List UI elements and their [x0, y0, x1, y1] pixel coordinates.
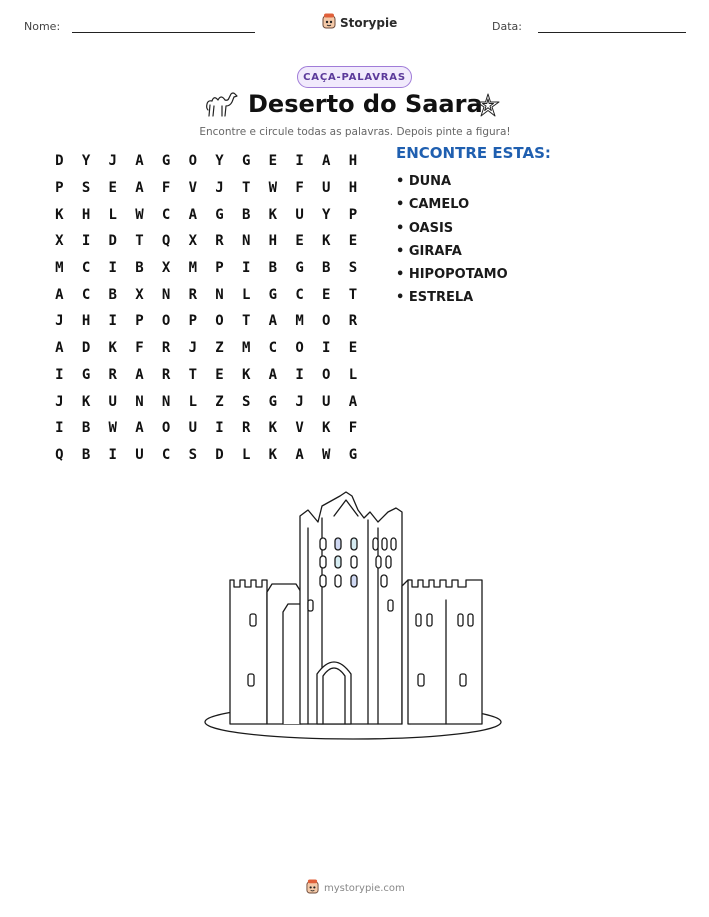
grid-cell[interactable]: N — [161, 286, 171, 303]
grid-cell[interactable]: A — [55, 340, 64, 357]
grid-cell[interactable]: B — [81, 446, 91, 463]
grid-cell[interactable]: W — [108, 420, 117, 437]
storypie-logo-icon — [306, 879, 319, 898]
grid-cell[interactable]: B — [135, 260, 144, 277]
grid-row — [46, 388, 366, 415]
grid-cell[interactable]: J — [215, 180, 224, 197]
grid-cell[interactable]: C — [161, 446, 171, 463]
grid-cell[interactable]: G — [268, 286, 278, 303]
grid-cell[interactable]: H — [81, 313, 91, 330]
word-list-item: • ESTRELA — [396, 290, 474, 306]
brand-name: Storypie — [340, 16, 398, 30]
grid-cell[interactable]: B — [268, 260, 278, 277]
grid-cell[interactable]: T — [135, 233, 144, 250]
grid-cell[interactable]: S — [241, 393, 251, 410]
grid-cell[interactable]: J — [188, 340, 197, 357]
grid-cell[interactable]: C — [295, 286, 304, 303]
grid-cell[interactable]: K — [55, 206, 64, 223]
grid-cell[interactable]: G — [241, 153, 251, 170]
grid-cell[interactable]: I — [215, 420, 224, 437]
word-list — [396, 170, 508, 310]
storypie-logo-icon — [322, 13, 336, 33]
brand — [322, 13, 397, 33]
grid-cell[interactable]: R — [215, 233, 224, 250]
page-title: Deserto do Saara — [248, 90, 483, 118]
grid-cell[interactable]: X — [135, 286, 144, 303]
grid-cell[interactable]: U — [188, 420, 197, 437]
grid-cell[interactable]: I — [241, 260, 251, 277]
grid-row — [46, 415, 366, 442]
grid-cell[interactable]: K — [268, 446, 278, 463]
grid-cell[interactable]: L — [188, 393, 197, 410]
name-field-line[interactable] — [72, 32, 255, 33]
grid-cell[interactable]: B — [108, 286, 117, 303]
grid-cell[interactable]: L — [108, 206, 117, 223]
grid-cell[interactable]: A — [268, 366, 278, 383]
grid-cell[interactable]: G — [81, 366, 91, 383]
grid-cell[interactable]: D — [55, 153, 64, 170]
grid-cell[interactable]: R — [188, 286, 197, 303]
word-list-item: • HIPOPOTAMO — [396, 267, 508, 283]
grid-cell[interactable]: U — [108, 393, 117, 410]
grid-cell[interactable]: I — [81, 233, 91, 250]
grid-cell[interactable]: J — [108, 153, 117, 170]
grid-cell[interactable]: W — [135, 206, 144, 223]
date-label: Data: — [492, 20, 522, 33]
grid-cell[interactable]: Q — [161, 233, 171, 250]
grid-cell[interactable]: S — [188, 446, 197, 463]
grid-cell[interactable]: H — [81, 206, 91, 223]
grid-cell[interactable]: E — [348, 233, 358, 250]
grid-cell[interactable]: Y — [322, 206, 331, 223]
grid-row — [46, 228, 366, 255]
grid-cell[interactable]: K — [108, 340, 117, 357]
grid-cell[interactable]: N — [215, 286, 224, 303]
grid-cell[interactable]: X — [55, 233, 64, 250]
grid-cell[interactable]: G — [161, 153, 171, 170]
grid-cell[interactable]: U — [135, 446, 144, 463]
grid-cell[interactable]: A — [135, 420, 144, 437]
grid-cell[interactable]: A — [135, 153, 144, 170]
grid-row — [46, 442, 366, 469]
grid-cell[interactable]: S — [348, 260, 358, 277]
grid-cell[interactable]: I — [108, 260, 117, 277]
word-list-item: • OASIS — [396, 220, 454, 236]
grid-cell[interactable]: Y — [215, 153, 224, 170]
grid-cell[interactable]: I — [55, 420, 64, 437]
grid-cell[interactable]: F — [135, 340, 144, 357]
grid-cell[interactable]: N — [135, 393, 144, 410]
grid-cell[interactable]: P — [188, 313, 197, 330]
footer-url[interactable]: mystorypie.com — [324, 883, 405, 894]
category-badge: CAÇA-PALAVRAS — [297, 66, 412, 88]
grid-cell[interactable]: A — [348, 393, 358, 410]
grid-cell[interactable]: M — [55, 260, 64, 277]
grid-row — [46, 255, 366, 282]
grid-cell[interactable]: P — [55, 180, 64, 197]
grid-cell[interactable]: L — [348, 366, 358, 383]
grid-cell[interactable]: P — [215, 260, 224, 277]
name-label: Nome: — [24, 20, 61, 33]
footer — [306, 879, 405, 898]
grid-cell[interactable]: O — [295, 340, 304, 357]
grid-cell[interactable]: Q — [55, 446, 64, 463]
grid-row — [46, 308, 366, 335]
grid-cell[interactable]: U — [322, 180, 331, 197]
grid-cell[interactable]: B — [81, 420, 91, 437]
grid-cell[interactable]: B — [322, 260, 331, 277]
grid-cell[interactable]: E — [108, 180, 117, 197]
grid-cell[interactable]: X — [161, 260, 171, 277]
grid-cell[interactable]: K — [81, 393, 91, 410]
grid-cell[interactable]: R — [348, 313, 358, 330]
grid-cell[interactable]: A — [268, 313, 278, 330]
grid-cell[interactable]: R — [108, 366, 117, 383]
grid-cell[interactable]: A — [188, 206, 197, 223]
grid-cell[interactable]: R — [241, 420, 251, 437]
grid-cell[interactable]: O — [188, 153, 197, 170]
grid-cell[interactable]: U — [322, 393, 331, 410]
grid-cell[interactable]: K — [322, 420, 331, 437]
grid-cell[interactable]: W — [268, 180, 278, 197]
grid-cell[interactable]: C — [268, 340, 278, 357]
grid-cell[interactable]: Z — [215, 393, 224, 410]
grid-cell[interactable]: I — [295, 366, 304, 383]
grid-cell[interactable]: N — [241, 233, 251, 250]
grid-cell[interactable]: L — [241, 446, 251, 463]
grid-cell[interactable]: O — [161, 420, 171, 437]
grid-row — [46, 362, 366, 389]
grid-cell[interactable]: G — [295, 260, 304, 277]
grid-cell[interactable]: M — [295, 313, 304, 330]
instructions: Encontre e circule todas as palavras. Depois pinte a figura! — [199, 126, 511, 138]
grid-cell[interactable]: A — [135, 180, 144, 197]
grid-cell[interactable]: G — [348, 446, 358, 463]
grid-row — [46, 281, 366, 308]
grid-cell[interactable]: E — [215, 366, 224, 383]
grid-cell[interactable]: K — [322, 233, 331, 250]
grid-cell[interactable]: O — [322, 366, 331, 383]
grid-cell[interactable]: N — [161, 393, 171, 410]
grid-cell[interactable]: O — [322, 313, 331, 330]
date-field-line[interactable] — [538, 32, 686, 33]
grid-cell[interactable]: I — [108, 446, 117, 463]
grid-cell[interactable]: H — [348, 180, 358, 197]
grid-cell[interactable]: I — [322, 340, 331, 357]
grid-cell[interactable]: I — [55, 366, 64, 383]
word-list-item: • GIRAFA — [396, 243, 462, 259]
grid-row — [46, 201, 366, 228]
grid-cell[interactable]: T — [188, 366, 197, 383]
grid-cell[interactable]: C — [81, 260, 91, 277]
grid-cell[interactable]: X — [188, 233, 197, 250]
grid-cell[interactable]: T — [241, 313, 251, 330]
word-list-title: ENCONTRE ESTAS: — [396, 144, 551, 162]
grid-cell[interactable]: A — [295, 446, 304, 463]
star-icon — [474, 92, 502, 124]
grid-cell[interactable]: O — [215, 313, 224, 330]
word-list-item: • DUNA — [396, 174, 452, 189]
grid-cell[interactable]: T — [348, 286, 358, 303]
grid-cell[interactable]: K — [241, 366, 251, 383]
grid-cell[interactable]: S — [81, 180, 91, 197]
grid-cell[interactable]: J — [55, 313, 64, 330]
grid-cell[interactable]: Z — [215, 340, 224, 357]
grid-cell[interactable]: T — [241, 180, 251, 197]
word-list-item: • CAMELO — [396, 197, 470, 213]
grid-cell[interactable]: L — [241, 286, 251, 303]
grid-cell[interactable]: A — [55, 286, 64, 303]
grid-cell[interactable]: E — [322, 286, 331, 303]
grid-cell[interactable]: H — [268, 233, 278, 250]
grid-row — [46, 335, 366, 362]
grid-cell[interactable]: M — [241, 340, 251, 357]
grid-cell[interactable]: J — [55, 393, 64, 410]
grid-cell[interactable]: R — [161, 340, 171, 357]
grid-cell[interactable]: V — [295, 420, 304, 437]
grid-cell[interactable]: O — [161, 313, 171, 330]
grid-cell[interactable]: W — [322, 446, 331, 463]
grid-cell[interactable]: A — [135, 366, 144, 383]
grid-cell[interactable]: P — [135, 313, 144, 330]
grid-cell[interactable]: G — [268, 393, 278, 410]
grid-cell[interactable]: D — [108, 233, 117, 250]
grid-cell[interactable]: D — [81, 340, 91, 357]
grid-cell[interactable]: V — [188, 180, 197, 197]
grid-cell[interactable]: E — [268, 153, 278, 170]
grid-cell[interactable]: F — [295, 180, 304, 197]
grid-cell[interactable]: C — [161, 206, 171, 223]
grid-cell[interactable]: B — [241, 206, 251, 223]
grid-cell[interactable]: I — [108, 313, 117, 330]
grid-cell[interactable]: H — [348, 153, 358, 170]
grid-row — [46, 148, 366, 175]
grid-cell[interactable]: U — [295, 206, 304, 223]
word-search-grid[interactable] — [46, 148, 366, 468]
grid-cell[interactable]: E — [295, 233, 304, 250]
grid-cell[interactable]: K — [268, 420, 278, 437]
grid-cell[interactable]: I — [295, 153, 304, 170]
grid-row — [46, 175, 366, 202]
grid-cell[interactable]: E — [348, 340, 358, 357]
grid-cell[interactable]: D — [215, 446, 224, 463]
grid-cell[interactable]: A — [322, 153, 331, 170]
grid-cell[interactable]: F — [348, 420, 358, 437]
grid-cell[interactable]: M — [188, 260, 197, 277]
grid-cell[interactable]: C — [81, 286, 91, 303]
grid-cell[interactable]: J — [295, 393, 304, 410]
grid-cell[interactable]: P — [348, 206, 358, 223]
grid-cell[interactable]: R — [161, 366, 171, 383]
grid-cell[interactable]: Y — [81, 153, 91, 170]
castle-illustration — [200, 488, 510, 740]
camel-icon — [204, 90, 240, 122]
grid-cell[interactable]: G — [215, 206, 224, 223]
grid-cell[interactable]: F — [161, 180, 171, 197]
grid-cell[interactable]: K — [268, 206, 278, 223]
